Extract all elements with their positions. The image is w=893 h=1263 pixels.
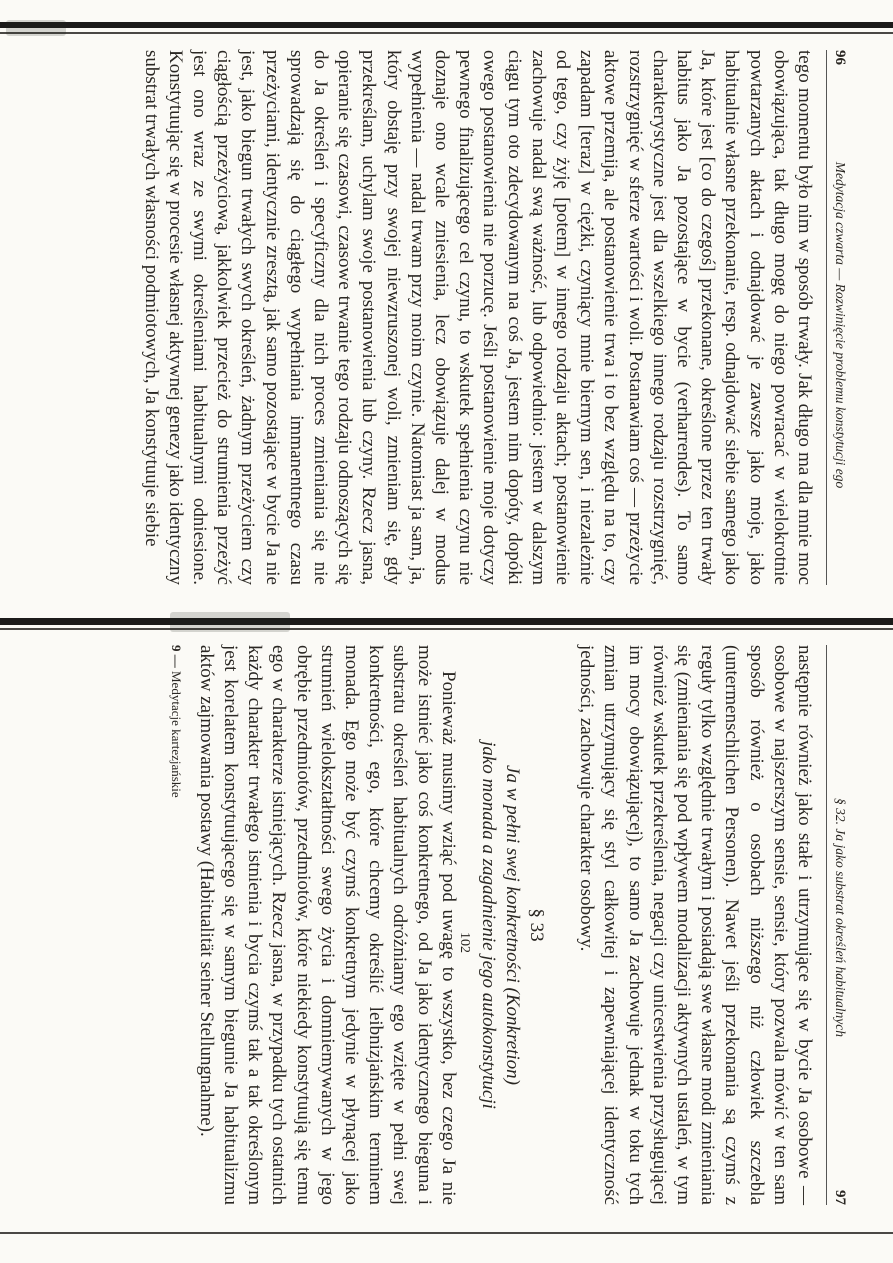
right-running-head: § 32. Ja jako substrat określeń habitualnych: [833, 797, 848, 1038]
scan-line-middle-2: [0, 628, 893, 630]
section-heading: [476, 645, 548, 1205]
left-page-paragraph: tego momentu było nim w sposób trwały. Jak długo ma dla mnie moc obowiązująca, tak długo mogę do niego powracać w wielokrotnie powtarzanych aktach i odnajdować je zawsze jako moje, jako habitualnie własne przekonanie, resp. odnajdować siebie samego jako Ja, które jest [co do czegoś] przekonane, określone przez ten trwały habitus jako Ja pozostające w bycie (verharrendes). To samo charakterystyczne jest dla wszelkiego innego rodzaju rozstrzygnięć, rozstrzygnięć w sferze wartości i woli. Postanawiam coś — przeżycie aktowe przemija, ale postanowienie trwa i to bez względu na to, czy zapadam [teraz] w ciężki, czyniący mnie biernym sen, i niezależnie od tego, czy żyję [potem] w innego rodzaju aktach; postanowienie zachowuje nadal swą ważność, lub odpowiednio: jestem w dalszym ciągu tym oto zdecydowanym na coś Ja, jestem nim dopóty, dopóki owego postanowienia nie porzucę. Jeśli postanowienie moje dotyczy pewnego finalizującego cel czynu, to wskutek spełnienia czynu nie doznaje ono wcale zniesienia, lecz obowiązuje dalej w modus wypełnienia — nadal trwam przy moim czynie. Natomiast ja sam, ja, który obstaję przy swojej niewzruszonej woli, zmieniam się, gdy przekreślam, uchylam swoje postanowienia lub czyny. Rzecz jasna, opieranie się czasowi, czasowe trwanie tego rodzaju odnoszących się do Ja określeń i specyficzny dla nich proces zmieniania się nie sprowadzają się do ciągłego wypełniania immanentnego czasu przeżyciami, identycznie zresztą, jak samo pozostające w bycie Ja nie jest, jako biegun trwałych swych określeń, żadnym przeżyciem czy ciągłością przeżyciową, jakkolwiek przecież do strumienia przeżyć jest ono wraz ze swymi określeniami habitualnymi odniesione. Konstytuując się w procesie własnej aktywnej genezy jako identyczny substrat trwałych własności podmiotowych, Ja konstytuuje siebie: [140, 50, 815, 585]
left-running-head: Medytacja czwarta — Rozwinięcie problemu konstytucji ego: [833, 161, 848, 489]
section-number: § 33: [525, 908, 547, 942]
right-page: [50, 645, 850, 1205]
scan-smudge: [6, 20, 66, 36]
section-paragraph: Ponieważ musimy wziąć pod uwagę to wszystko, bez czego Ja nie może istnieć jako coś konkretnego, od Ja jako identycznego bieguna i substratu określeń habitualnych odróżniamy ego wzięte w pełni swej konkretności, ego, które chcemy określić leibnizjańskim terminem monada. Ego może być czymś konkretnym jedynie w płynącej jako strumień wielokształtności swego życia i domniemywanych w jego obrębie przedmiotów, przedmiotów, które niekiedy konstytuują się temu ego w charakterze istniejących. Rzecz jasna, w przypadku tych ostatnich każdy charakter trwałego istnienia i bycia czymś tak a tak określonym jest korelatem konstytuującego się w samym biegunie Ja habitualizmu aktów zajmowania postawy (Habitualität seiner Stellungnahme).: [195, 645, 459, 1205]
scan-smudge: [170, 612, 290, 632]
scan-line-bottom: [0, 1232, 893, 1234]
left-page-number: 96: [832, 50, 848, 65]
section-title-line-1: Ja w pełni swej konkretności (Konkretion): [501, 765, 523, 1085]
left-page: [90, 50, 850, 585]
scan-page-number: 102: [457, 932, 472, 953]
printer-signature: [163, 645, 187, 1205]
right-page-header: [826, 645, 850, 1205]
scan-bar-middle: [0, 618, 893, 625]
signature-mark: 9 —: [168, 645, 184, 668]
left-page-header: [826, 50, 850, 585]
signature-text: Medytacje kartezjańskie: [168, 671, 184, 798]
scan-bar-top: [0, 22, 893, 28]
right-page-paragraph: następnie również jako stałe i utrzymujące się w bycie Ja osobowe — osobowe w najszerszym sensie, sensie, który pozwala mówić w ten sam sposób również o osobach niższego niż człowiek szczebla (untermenschlichen Personen). Nawet jeśli przekonania są czymś z reguły tylko względnie trwałym i posiadają swe własne modi zmieniania się (zmieniania się pod wpływem modalizacji aktywnych ustaleń, w tym również wskutek przekreślenia, negacji czy unicestwienia przysługującej im mocy obowiązującej), to samo Ja zachowuje jednak w toku tych zmian utrzymujący się styl całkowitej i zapewniającej identyczność jedności, zachowuje charakter osobowy.: [576, 645, 815, 1205]
right-page-number: 97: [832, 1190, 848, 1205]
section-title-line-2: jako monada a zagadnienie jego autokonstytucji: [477, 741, 499, 1109]
scan-line-top-2: [0, 32, 893, 34]
